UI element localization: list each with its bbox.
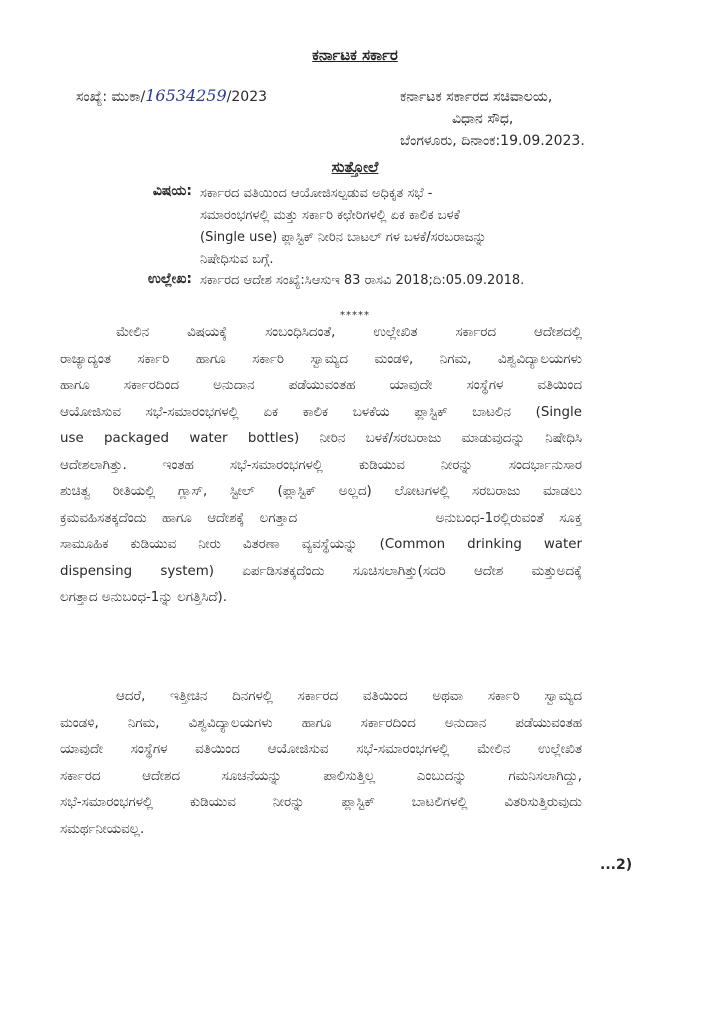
reference-text: ಸರ್ಕಾರದ ಆದೇಶ ಸಂಖ್ಯೆ:ಸಿಆಸುಇ 83 ರಾಸವಿ 2018;ದಿ:05.09.2018.	[200, 273, 525, 288]
paragraph-line: ಸರ್ಕಾರದ ಆದೇಶದ ಸೂಚನೆಯನ್ನು ಪಾಲಿಸುತ್ತಿಲ್ಲ ಎಂಬುದನ್ನು ಗಮನಿಸಲಾಗಿದ್ದು,	[60, 768, 582, 784]
paragraph-line: ಸಾಮೂಹಿಕ ಕುಡಿಯುವ ನೀರು ವಿತರಣಾ ವ್ಯವಸ್ಥೆಯನ್ನು (Common drinking water	[60, 537, 582, 552]
paragraph-line: use packaged water bottles) ನೀರಿನ ಬಳಕೆ/ಸರಬರಾಜು ಮಾಡುವುದನ್ನು ನಿಷೇಧಿಸಿ	[60, 431, 582, 446]
office-address	[400, 86, 585, 152]
paragraph-line: ರಾಜ್ಯಾದ್ಯಂತ ಸರ್ಕಾರಿ ಹಾಗೂ ಸರ್ಕಾರಿ ಸ್ವಾಮ್ಯದ ಮಂಡಳಿ, ನಿಗಮ, ವಿಶ್ವವಿದ್ಯಾಲಯಗಳು	[60, 351, 582, 367]
order-number-prefix: ಸಂಖ್ಯೆ: ಮುಕಾ/	[76, 89, 146, 105]
circular-title: ಸುತ್ತೋಲೆ	[331, 158, 379, 176]
paragraph-1	[60, 320, 582, 612]
order-number-suffix: /2023	[226, 89, 268, 105]
paragraph-line: ಆದೇಶಲಾಗಿತ್ತು. ಇಂತಹ ಸಭೆ-ಸಮಾರಂಭಗಳಲ್ಲಿ ಕುಡಿಯುವ ನೀರನ್ನು ಸಂದರ್ಭಾನುಸಾರ	[60, 457, 582, 473]
paragraph-line: ಆದರೆ, ಇತ್ತೀಚಿನ ದಿನಗಳಲ್ಲಿ ಸರ್ಕಾರದ ವತಿಯಿಂದ ಅಥವಾ ಸರ್ಕಾರಿ ಸ್ವಾಮ್ಯದ	[116, 689, 582, 704]
paragraph-line: ಯಾವುದೇ ಸಂಸ್ಥೆಗಳ ವತಿಯಿಂದ ಆಯೋಜಿಸುವ ಸಭೆ-ಸಮಾರಂಭಗಳಲ್ಲಿ ಮೇಲಿನ ಉಲ್ಲೇಖಿತ	[60, 742, 582, 757]
paragraph-2	[60, 684, 582, 843]
paragraph-line: ಮಂಡಳಿ, ನಿಗಮ, ವಿಶ್ವವಿದ್ಯಾಲಯಗಳು ಹಾಗೂ ಸರ್ಕಾರದಿಂದ ಅನುದಾನ ಪಡೆಯುವಂತಹ	[60, 715, 582, 731]
address-line: ವಿಧಾನ ಸೌಧ,	[452, 111, 514, 127]
subject-line: ಸಮಾರಂಭಗಳಲ್ಲಿ ಮತ್ತು ಸರ್ಕಾರಿ ಕಛೇರಿಗಳಲ್ಲಿ ಏಕ ಕಾಲಿಕ ಬಳಕೆ	[200, 208, 460, 223]
paragraph-line: ಆಯೋಜಿಸುವ ಸಭೆ-ಸಮಾರಂಭಗಳಲ್ಲಿ ಏಕ ಕಾಲಿಕ ಬಳಕೆಯ ಪ್ಲಾಸ್ಟಿಕ್ ಬಾಟಲಿನ (Single	[60, 404, 582, 420]
paragraph-line: ಸಮರ್ಥನೀಯವಲ್ಲ.	[60, 821, 145, 837]
separator: *****	[340, 310, 370, 321]
order-number	[76, 86, 267, 105]
address-date-line: ಬೆಂಗಳೂರು, ದಿನಾಂಕ:19.09.2023.	[400, 133, 585, 149]
page-continuation: ...2)	[600, 857, 633, 873]
paragraph-line: ಸಭೆ-ಸಮಾರಂಭಗಳಲ್ಲಿ ಕುಡಿಯುವ ನೀರನ್ನು ಪ್ಲಾಸ್ಟಿಕ್ ಬಾಟಲಿಗಳಲ್ಲಿ ವಿತರಿಸುತ್ತಿರುವುದು	[60, 795, 582, 810]
subject-line: (Single use) ಪ್ಲಾಸ್ಟಿಕ್ ನೀರಿನ ಬಾಟಲ್ ಗಳ ಬಳಕೆ/ಸರಬರಾಜನ್ನು	[200, 230, 487, 245]
handwritten-number: 16534259	[145, 86, 227, 105]
paragraph-line: ಲಗತ್ತಾದ ಅನುಬಂಧ-1ನ್ನು ಲಗತ್ತಿಸಿದೆ).	[60, 590, 228, 605]
subject-label: ವಿಷಯ:	[152, 183, 192, 199]
paragraph-line: ಮೇಲಿನ ವಿಷಯಕ್ಕೆ ಸಂಬಂಧಿಸಿದಂತೆ, ಉಲ್ಲೇಖಿತ ಸರ್ಕಾರದ ಆದೇಶದಲ್ಲಿ	[116, 325, 582, 340]
paragraph-line: ಕ್ರಮವಹಿಸತಕ್ಕದೆಂದು ಹಾಗೂ ಆದೇಶಕ್ಕೆ ಲಗತ್ತಾದ ಅನುಬಂಧ-1ರಲ್ಲಿರುವಂತೆ ಸೂಕ್ತ	[60, 510, 582, 526]
address-line: ಕರ್ನಾಟಕ ಸರ್ಕಾರದ ಸಚಿವಾಲಯ,	[400, 89, 553, 105]
government-title: ಕರ್ನಾಟಕ ಸರ್ಕಾರ	[312, 46, 398, 64]
subject-line: ಸರ್ಕಾರದ ವತಿಯಿಂದ ಆಯೋಜಿಸಲ್ಪಡುವ ಅಧಿಕೃತ ಸಭೆ -	[200, 186, 433, 201]
subject-line: ನಿಷೇಧಿಸುವ ಬಗ್ಗೆ.	[200, 252, 274, 267]
subject-text	[200, 183, 570, 271]
paragraph-line: ಶುಚಿತ್ವ ರೀತಿಯಲ್ಲಿ ಗ್ಲಾಸ್, ಸ್ಟೀಲ್ (ಪ್ಲಾಸ್ಟಿಕ್ ಅಲ್ಲದ) ಲೋಟಗಳಲ್ಲಿ ಸರಬರಾಜು ಮಾಡಲು	[60, 484, 582, 499]
reference-label: ಉಲ್ಲೇಖ:	[147, 271, 192, 287]
paragraph-line: ಹಾಗೂ ಸರ್ಕಾರದಿಂದ ಅನುದಾನ ಪಡೆಯುವಂತಹ ಯಾವುದೇ ಸಂಸ್ಥೆಗಳ ವತಿಯಿಂದ	[60, 378, 582, 393]
paragraph-line: dispensing system) ಏರ್ಪಡಿಸತಕ್ಕದೆಂದು ಸೂಚಿಸಲಾಗಿತ್ತು(ಸದರಿ ಆದೇಶ ಮತ್ತುಅದಕ್ಕೆ	[60, 563, 582, 579]
